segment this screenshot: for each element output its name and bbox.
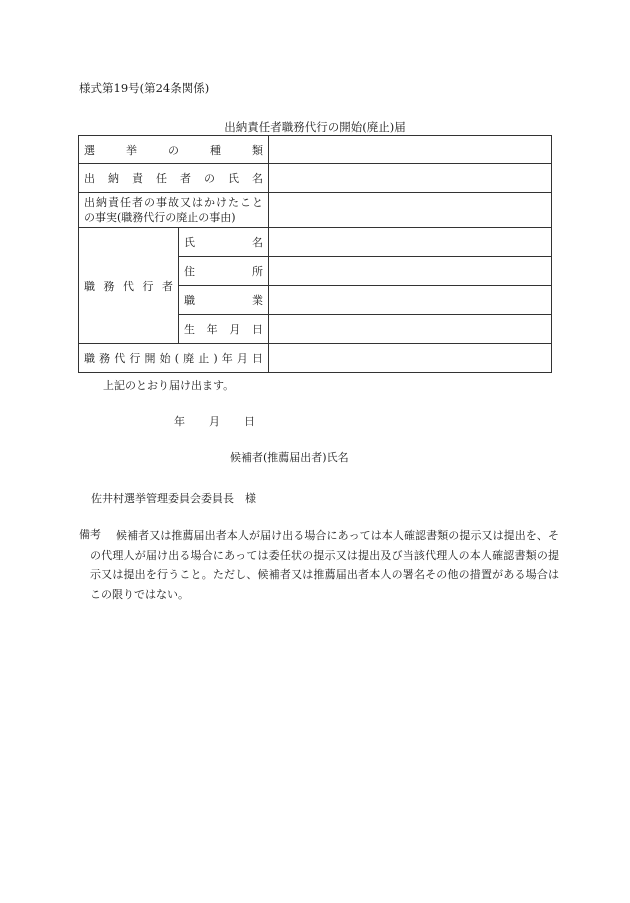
date-year: 年 — [174, 415, 185, 428]
label-start-date: 職務代行開始(廃止)年月日 — [79, 344, 269, 373]
label-incident-line1: 出納責任者の事故又はかけたこと — [84, 196, 263, 209]
label-deputy-name: 氏名 — [179, 228, 269, 257]
note-body: 候補者又は推薦届出者本人が届け出る場合にあっては本人確認書類の提示又は提出を、その代理人が届け出る場合にあっては委任状の提示又は提出及び当該代理人の本人確認書類の提示又は提出を行うこと。ただし、候補者又は推薦届出者本人の署名その他の措置がある場合はこの限りではない。 — [90, 529, 559, 601]
row-deputy-name — [79, 228, 552, 257]
note-text — [79, 526, 559, 604]
label-deputy-address: 住所 — [179, 257, 269, 286]
field-treasurer-name[interactable] — [269, 164, 552, 193]
candidate-name-label: 候補者(推薦届出者)氏名 — [230, 451, 349, 464]
note-label: 備考 — [79, 528, 101, 541]
field-deputy-birthdate[interactable] — [269, 315, 552, 344]
field-deputy-address[interactable] — [269, 257, 552, 286]
document-title: 出納責任者職務代行の開始(廃止)届 — [224, 120, 406, 134]
field-deputy-occupation[interactable] — [269, 286, 552, 315]
date-day: 日 — [244, 415, 255, 428]
label-incident — [79, 193, 269, 228]
field-election-type[interactable] — [269, 136, 552, 164]
row-election-type — [79, 136, 552, 164]
notification-form-table — [78, 135, 552, 373]
field-incident[interactable] — [269, 193, 552, 228]
field-deputy-name[interactable] — [269, 228, 552, 257]
addressee: 佐井村選挙管理委員会委員長 様 — [91, 492, 256, 505]
label-election-type: 選挙の種類 — [79, 136, 269, 164]
closing-statement: 上記のとおり届け出ます。 — [103, 379, 235, 392]
label-incident-line2: の事実(職務代行の廃止の事由) — [84, 211, 236, 224]
label-deputy-occupation: 職業 — [179, 286, 269, 315]
row-incident — [79, 193, 552, 228]
label-deputy: 職務代行者 — [79, 228, 179, 344]
row-treasurer-name — [79, 164, 552, 193]
label-treasurer-name: 出納責任者の氏名 — [79, 164, 269, 193]
date-month: 月 — [209, 415, 220, 428]
date-line — [174, 413, 255, 429]
label-deputy-birthdate: 生年月日 — [179, 315, 269, 344]
field-start-date[interactable] — [269, 344, 552, 373]
row-start-date — [79, 344, 552, 373]
form-number-label: 様式第19号(第24条関係) — [79, 81, 210, 95]
